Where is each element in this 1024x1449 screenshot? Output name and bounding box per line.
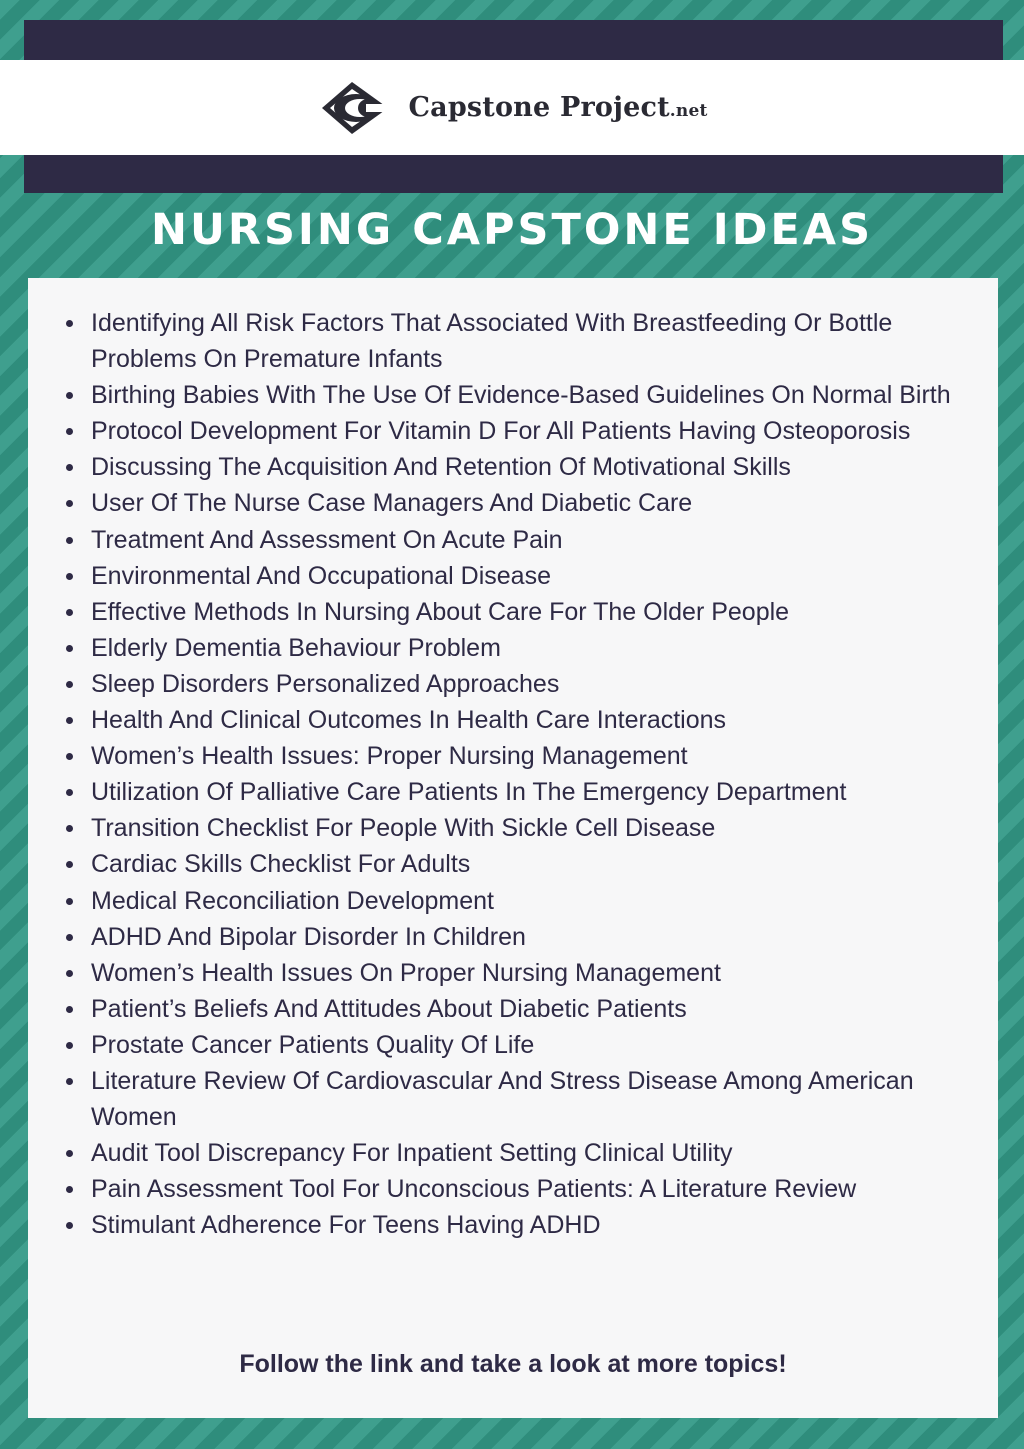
- topics-panel: [28, 278, 998, 1418]
- topic-item: Birthing Babies With The Use Of Evidence-Based Guidelines On Normal Birth: [28, 377, 998, 413]
- brand-name-suffix: .net: [669, 101, 708, 121]
- topic-item: Cardiac Skills Checklist For Adults: [28, 846, 998, 882]
- topic-item: Women’s Health Issues: Proper Nursing Management: [28, 738, 998, 774]
- topic-item: User Of The Nurse Case Managers And Diabetic Care: [28, 485, 998, 521]
- page-title: NURSING CAPSTONE IDEAS: [150, 205, 874, 255]
- topic-item: Environmental And Occupational Disease: [28, 558, 998, 594]
- topic-item: Transition Checklist For People With Sickle Cell Disease: [28, 810, 998, 846]
- capstone-logo-icon: [316, 80, 394, 136]
- more-topics-link[interactable]: Follow the link and take a look at more topics!: [239, 1350, 787, 1378]
- brand-name: [408, 92, 707, 123]
- topic-item: Health And Clinical Outcomes In Health Care Interactions: [28, 702, 998, 738]
- topic-item: Identifying All Risk Factors That Associated With Breastfeeding Or Bottle Problems On Premature Infants: [28, 305, 998, 377]
- topic-item: Stimulant Adherence For Teens Having ADHD: [28, 1207, 998, 1243]
- brand-logo[interactable]: [316, 80, 707, 136]
- topic-list: [28, 305, 998, 1243]
- topic-item: Treatment And Assessment On Acute Pain: [28, 522, 998, 558]
- logo-header: [0, 60, 1024, 155]
- topic-item: Women’s Health Issues On Proper Nursing Management: [28, 955, 998, 991]
- brand-name-main: Capstone Project: [408, 92, 670, 123]
- topic-item: ADHD And Bipolar Disorder In Children: [28, 919, 998, 955]
- topic-item: Patient’s Beliefs And Attitudes About Diabetic Patients: [28, 991, 998, 1027]
- topic-item: Protocol Development For Vitamin D For All Patients Having Osteoporosis: [28, 413, 998, 449]
- top-dark-band: [24, 20, 1003, 60]
- topic-item: Elderly Dementia Behaviour Problem: [28, 630, 998, 666]
- topic-item: Discussing The Acquisition And Retention Of Motivational Skills: [28, 449, 998, 485]
- topic-item: Sleep Disorders Personalized Approaches: [28, 666, 998, 702]
- topic-item: Literature Review Of Cardiovascular And Stress Disease Among American Women: [28, 1063, 998, 1135]
- topic-item: Audit Tool Discrepancy For Inpatient Setting Clinical Utility: [28, 1135, 998, 1171]
- topic-item: Prostate Cancer Patients Quality Of Life: [28, 1027, 998, 1063]
- topic-item: Pain Assessment Tool For Unconscious Patients: A Literature Review: [28, 1171, 998, 1207]
- header-dark-band: [24, 155, 1003, 193]
- topic-item: Effective Methods In Nursing About Care For The Older People: [28, 594, 998, 630]
- topic-item: Medical Reconciliation Development: [28, 883, 998, 919]
- topic-item: Utilization Of Palliative Care Patients In The Emergency Department: [28, 774, 998, 810]
